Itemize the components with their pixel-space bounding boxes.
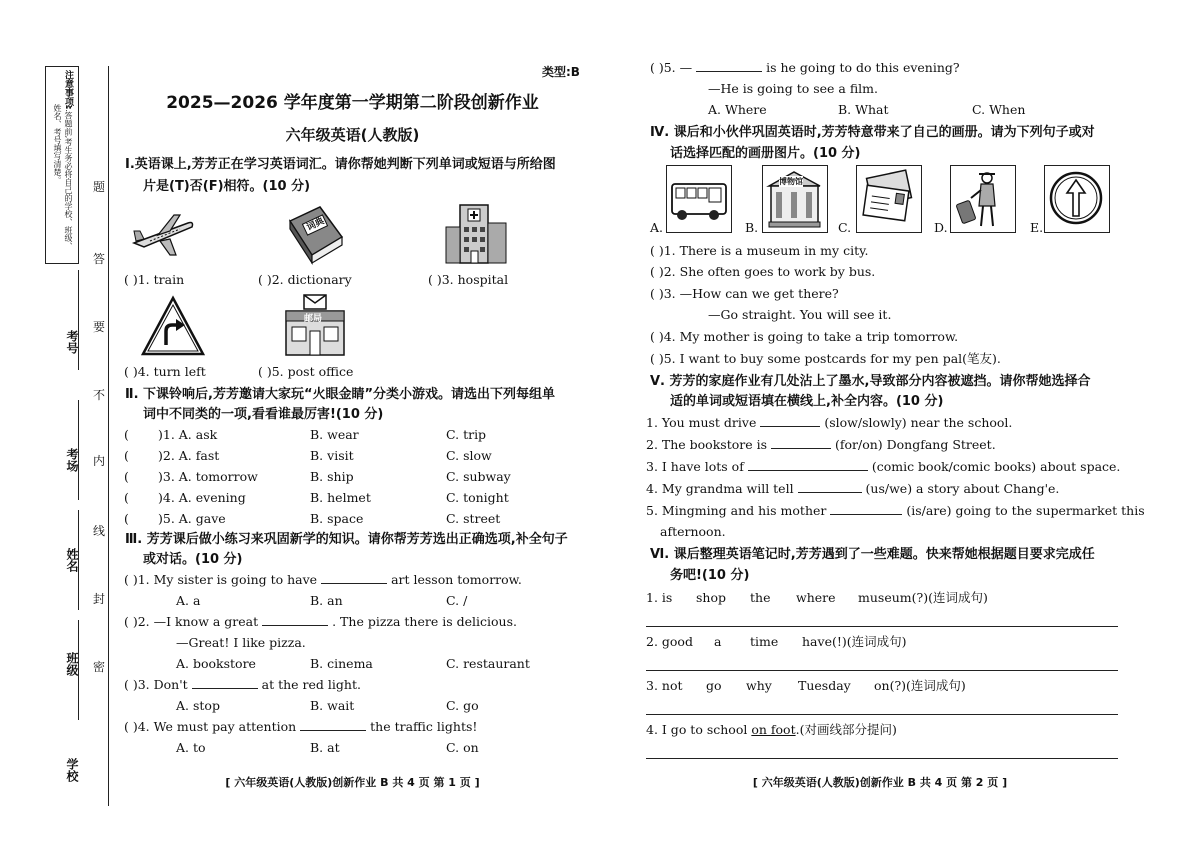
s5-line-4-start: 4. My grandma will tell bbox=[646, 481, 794, 496]
p2-q5-option: C. When bbox=[972, 102, 1026, 117]
museum-picture bbox=[762, 165, 828, 233]
s6-q1-word: 1. is bbox=[646, 590, 673, 605]
s3-q4-text: ( )4. We must pay attention bbox=[124, 719, 297, 734]
s1-item: ( )5. post office bbox=[258, 364, 354, 379]
s3-option: B. an bbox=[310, 593, 343, 608]
s4-item: ( )3. —How can we get there? bbox=[650, 286, 839, 301]
s6-q3-word: why bbox=[746, 678, 772, 693]
museum-sign-text: 博物馆 bbox=[779, 177, 803, 186]
s2-paren: ( bbox=[124, 511, 129, 526]
s3-option: C. on bbox=[446, 740, 479, 755]
s3-q1-text-end: art lesson tomorrow. bbox=[391, 572, 522, 587]
field-line bbox=[78, 620, 79, 720]
s5-line-4-end: (us/we) a story about Chang'e. bbox=[865, 481, 1060, 496]
s3-q4-text-end: the traffic lights! bbox=[370, 719, 478, 734]
s2-option-b: B. wear bbox=[310, 427, 359, 442]
s3-q1 bbox=[124, 572, 522, 588]
s1-item: ( )2. dictionary bbox=[258, 272, 352, 287]
s6-q4-end: .(对画线部分提问) bbox=[795, 722, 897, 737]
s4-item: ( )5. I want to buy some postcards for my pen pal(笔友). bbox=[650, 351, 1001, 366]
s6-q4-start: 4. I go to school bbox=[646, 722, 748, 737]
seal-char: 题 bbox=[93, 180, 106, 194]
seal-char: 封 bbox=[93, 592, 106, 606]
s2-option-b: B. space bbox=[310, 511, 364, 526]
s5-line-3 bbox=[646, 459, 1120, 475]
field-class: 班级 bbox=[65, 652, 79, 676]
s3-option: C. go bbox=[446, 698, 479, 713]
section-6-instruction: 务吧!(10 分) bbox=[670, 568, 750, 583]
page-subtitle: 六年级英语(人教版) bbox=[285, 126, 420, 144]
s2-option-a: )5. A. gave bbox=[158, 511, 226, 526]
s3-q1-text: ( )1. My sister is going to have bbox=[124, 572, 318, 587]
s5-line-5 bbox=[646, 503, 1145, 519]
seal-char: 不 bbox=[93, 388, 106, 402]
s6-q3-word: 3. not bbox=[646, 678, 683, 693]
section-1-instruction: Ⅰ.英语课上,芳芳正在学习英语词汇。请你帮她判断下列单词或短语与所给图 bbox=[125, 157, 556, 172]
s6-q4 bbox=[646, 722, 897, 738]
p2-q5-option: B. What bbox=[838, 102, 889, 117]
section-3-instruction: Ⅲ. 芳芳课后做小练习来巩固新学的知识。请你帮芳芳选出正确选项,补全句子 bbox=[125, 532, 568, 547]
s6-q1-word: the bbox=[750, 590, 771, 605]
s1-item: ( )4. turn left bbox=[124, 364, 206, 379]
s6-q2-word: have(!)(连词成句) bbox=[802, 634, 907, 649]
post-office-sign-text: 邮局 bbox=[304, 314, 323, 324]
s6-q2-answer-line[interactable] bbox=[646, 670, 1118, 671]
s2-option-a: )4. A. evening bbox=[158, 490, 246, 505]
seal-char: 答 bbox=[93, 252, 106, 266]
s6-q3-word: on(?)(连词成句) bbox=[874, 678, 966, 693]
section-2-instruction: Ⅱ. 下课铃响后,芳芳邀请大家玩“火眼金睛”分类小游戏。请选出下列每组单 bbox=[125, 387, 556, 402]
picture-label-d: D. bbox=[934, 220, 948, 235]
s5-line-2 bbox=[646, 437, 996, 453]
s6-q3-word: go bbox=[706, 678, 722, 693]
s3-option: A. a bbox=[176, 593, 201, 608]
s6-q2-word: time bbox=[750, 634, 779, 649]
notice-line-1: 1.答题前,考生务必将自己的学校、班级、姓名、考号填写清楚。 bbox=[53, 104, 73, 251]
s5-line-2-start: 2. The bookstore is bbox=[646, 437, 768, 452]
s5-line-1-end: (slow/slowly) near the school. bbox=[824, 415, 1013, 430]
section-6-instruction: Ⅵ. 课后整理英语笔记时,芳芳遇到了一些难题。快来帮她根据题目要求完成任 bbox=[650, 547, 1095, 562]
s5-line-2-end: (for/on) Dongfang Street. bbox=[834, 437, 996, 452]
section-4-instruction: 话选择匹配的画册图片。(10 分) bbox=[670, 146, 861, 161]
s2-option-b: B. visit bbox=[310, 448, 354, 463]
s6-q3-word: Tuesday bbox=[798, 678, 851, 693]
binding-line bbox=[108, 66, 109, 806]
s4-item: ( )2. She often goes to work by bus. bbox=[650, 264, 876, 279]
s5-line-5-start: 5. Mingming and his mother bbox=[646, 503, 827, 518]
p2-q5-text: ( )5. — bbox=[650, 60, 693, 75]
p2-q5-blank[interactable] bbox=[696, 71, 762, 72]
field-name: 姓名 bbox=[65, 548, 79, 572]
s6-q1-word: museum(?)(连词成句) bbox=[858, 590, 988, 605]
s2-option-a: )2. A. fast bbox=[158, 448, 220, 463]
s4-item-response: —Go straight. You will see it. bbox=[708, 307, 892, 322]
page-title: 2025—2026 学年度第一学期第二阶段创新作业 bbox=[166, 93, 539, 113]
s6-q2-word: a bbox=[714, 634, 722, 649]
s3-q3-blank[interactable] bbox=[192, 688, 258, 689]
section-5-instruction: Ⅴ. 芳芳的家庭作业有几处沾上了墨水,导致部分内容被遮挡。请你帮她选择合 bbox=[650, 374, 1091, 389]
s3-option: C. restaurant bbox=[446, 656, 530, 671]
hospital-building-icon bbox=[442, 201, 510, 265]
dictionary-book-icon bbox=[282, 201, 348, 265]
s3-option: B. wait bbox=[310, 698, 355, 713]
s5-line-1-start: 1. You must drive bbox=[646, 415, 757, 430]
s6-q3-answer-line[interactable] bbox=[646, 714, 1118, 715]
s2-paren: ( bbox=[124, 448, 129, 463]
s5-blank-1[interactable] bbox=[760, 426, 820, 427]
section-5-instruction: 适的单词或短语填在横线上,补全内容。(10 分) bbox=[670, 394, 944, 409]
s3-option: A. to bbox=[176, 740, 206, 755]
s2-option-c: C. subway bbox=[446, 469, 511, 484]
p2-q5-text-end: is he going to do this evening? bbox=[766, 60, 960, 75]
s3-option: C. / bbox=[446, 593, 468, 608]
s5-line-3-start: 3. I have lots of bbox=[646, 459, 744, 474]
p2-q5-response: —He is going to see a film. bbox=[708, 81, 879, 96]
s3-option: A. stop bbox=[176, 698, 220, 713]
s2-option-c: C. slow bbox=[446, 448, 492, 463]
s5-line-4 bbox=[646, 481, 1059, 497]
s5-blank-5[interactable] bbox=[830, 514, 902, 515]
s2-option-b: B. ship bbox=[310, 469, 354, 484]
s6-q1-word: shop bbox=[696, 590, 726, 605]
picture-label-c: C. bbox=[838, 220, 852, 235]
go-straight-sign-picture bbox=[1044, 165, 1110, 233]
traveler-picture bbox=[950, 165, 1016, 233]
s1-item: ( )1. train bbox=[124, 272, 185, 287]
s1-item: ( )3. hospital bbox=[428, 272, 509, 287]
s4-item: ( )4. My mother is going to take a trip tomorrow. bbox=[650, 329, 959, 344]
s2-option-c: C. street bbox=[446, 511, 501, 526]
postcards-picture bbox=[856, 165, 922, 233]
s6-q1-answer-line[interactable] bbox=[646, 626, 1118, 627]
section-2-instruction: 词中不同类的一项,看看谁最厉害!(10 分) bbox=[143, 407, 384, 422]
field-exam-room: 考场 bbox=[65, 448, 79, 472]
s2-option-c: C. tonight bbox=[446, 490, 509, 505]
s5-line-1 bbox=[646, 415, 1012, 431]
section-3-instruction: 或对话。(10 分) bbox=[143, 552, 243, 567]
section-1-instruction: 片是(T)否(F)相符。(10 分) bbox=[143, 179, 311, 194]
s6-q4-answer-line[interactable] bbox=[646, 758, 1118, 759]
s3-q1-blank[interactable] bbox=[321, 583, 387, 584]
field-line bbox=[78, 400, 79, 500]
s6-q1-word: where bbox=[796, 590, 836, 605]
s2-option-c: C. trip bbox=[446, 427, 487, 442]
picture-label-b: B. bbox=[745, 220, 759, 235]
turn-right-sign-icon bbox=[140, 295, 206, 357]
s2-option-b: B. helmet bbox=[310, 490, 371, 505]
s3-q2 bbox=[124, 614, 517, 630]
page-2-footer: [ 六年级英语(人教版)创新作业 B 共 4 页 第 2 页 ] bbox=[752, 776, 1008, 789]
s5-blank-2[interactable] bbox=[771, 448, 831, 449]
seal-char: 密 bbox=[93, 660, 106, 674]
p2-q5 bbox=[650, 60, 960, 76]
field-line bbox=[78, 510, 79, 610]
s2-option-a: )3. A. tomorrow bbox=[158, 469, 258, 484]
s2-option-a: )1. A. ask bbox=[158, 427, 218, 442]
binding-margin bbox=[0, 0, 115, 848]
p2-q5-option: A. Where bbox=[708, 102, 767, 117]
s3-q3-text-end: at the red light. bbox=[261, 677, 361, 692]
s3-q3 bbox=[124, 677, 361, 693]
s6-q4-underlined: on foot bbox=[751, 722, 796, 737]
seal-char: 内 bbox=[93, 454, 106, 468]
field-exam-number: 考号 bbox=[65, 330, 79, 354]
s6-q2-word: 2. good bbox=[646, 634, 693, 649]
s2-paren: ( bbox=[124, 427, 129, 442]
s3-q2-response: —Great! I like pizza. bbox=[176, 635, 306, 650]
s5-line-3-end: (comic book/comic books) about space. bbox=[871, 459, 1121, 474]
s5-line-5-end: (is/are) going to the supermarket this bbox=[906, 503, 1145, 518]
picture-label-e: E. bbox=[1030, 220, 1044, 235]
s3-q4 bbox=[124, 719, 477, 735]
s5-blank-3[interactable] bbox=[748, 470, 868, 471]
s3-q2-text: ( )2. —I know a great bbox=[124, 614, 259, 629]
s3-q2-blank[interactable] bbox=[262, 625, 328, 626]
s5-blank-4[interactable] bbox=[798, 492, 862, 493]
seal-char: 线 bbox=[93, 524, 106, 538]
picture-label-a: A. bbox=[650, 220, 664, 235]
s2-paren: ( bbox=[124, 490, 129, 505]
post-office-building-icon bbox=[282, 293, 348, 357]
s3-option: B. cinema bbox=[310, 656, 373, 671]
seal-char: 要 bbox=[93, 320, 106, 334]
s2-paren: ( bbox=[124, 469, 129, 484]
section-4-instruction: Ⅳ. 课后和小伙伴巩固英语时,芳芳特意带来了自己的画册。请为下列句子或对 bbox=[650, 125, 1095, 140]
s3-q3-text: ( )3. Don't bbox=[124, 677, 188, 692]
s4-item: ( )1. There is a museum in my city. bbox=[650, 243, 869, 258]
bus-picture bbox=[666, 165, 732, 233]
type-label: 类型:B bbox=[542, 65, 580, 79]
s3-option: B. at bbox=[310, 740, 340, 755]
dictionary-cover-text: 词典 bbox=[305, 216, 326, 234]
field-school: 学校 bbox=[65, 758, 79, 782]
page-1-footer: [ 六年级英语(人教版)创新作业 B 共 4 页 第 1 页 ] bbox=[225, 776, 480, 789]
s5-line-5-cont: afternoon. bbox=[660, 524, 726, 539]
s3-q4-blank[interactable] bbox=[300, 730, 366, 731]
field-line bbox=[78, 270, 79, 370]
notice-title: 注意事项: bbox=[63, 70, 73, 110]
airplane-icon bbox=[130, 201, 196, 265]
s3-option: A. bookstore bbox=[176, 656, 256, 671]
s3-q2-text-end: . The pizza there is delicious. bbox=[332, 614, 517, 629]
